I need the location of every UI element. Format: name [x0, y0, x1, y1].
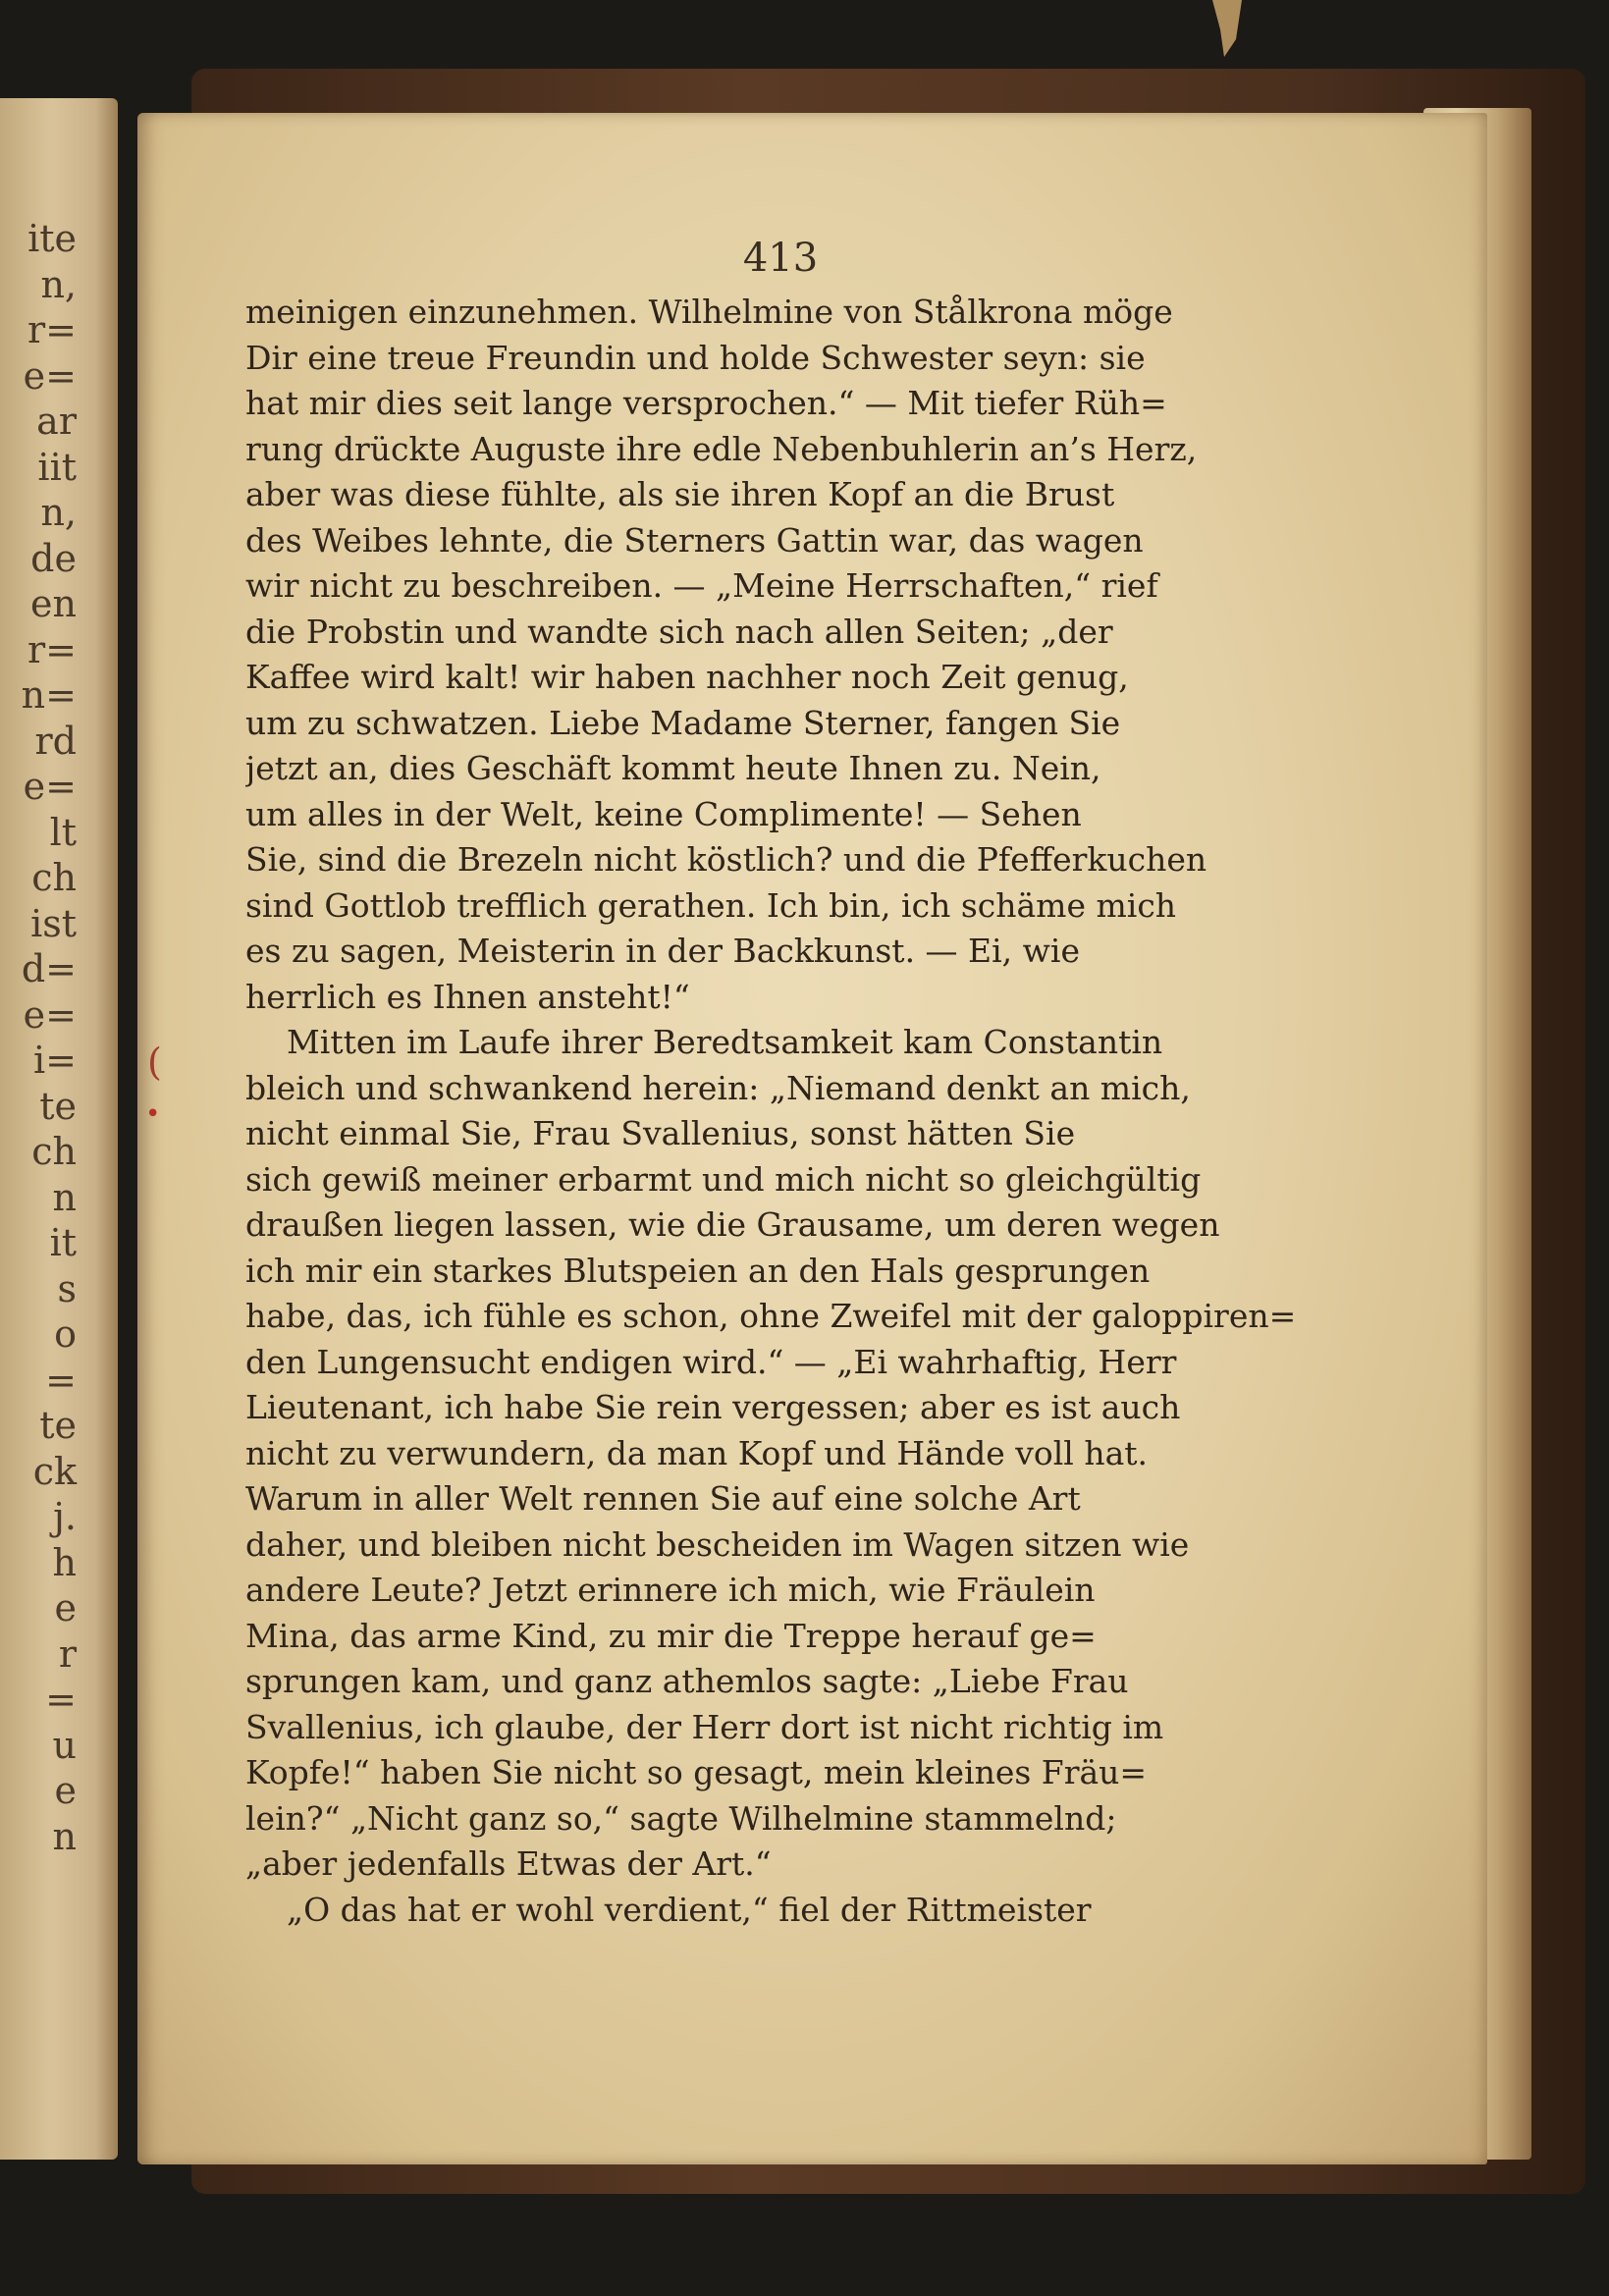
left-page-fragment: te: [39, 1404, 77, 1447]
left-page-fragment: e: [54, 1769, 77, 1812]
text-line: aber was diese fühlte, als sie ihren Kopf an die Brust: [245, 475, 1115, 513]
left-page-fragment: rd: [34, 719, 77, 763]
left-page-fragment: n: [52, 1175, 77, 1219]
left-page-fragment: d=: [21, 947, 77, 990]
text-line: sind Gottlob trefflich gerathen. Ich bin, ich schäme mich: [245, 885, 1177, 925]
left-page-fragments: [8, 216, 77, 1859]
left-page-fragment: =: [45, 1358, 77, 1402]
left-page-fragment: ch: [31, 1130, 77, 1173]
left-page-fragment: s: [57, 1266, 77, 1310]
text-line: Mina, das arme Kind, zu mir die Treppe herauf ge=: [245, 1616, 1097, 1655]
left-page-fragment: e: [54, 1586, 77, 1629]
left-page-fragment: o: [54, 1312, 77, 1356]
left-page-fragment: j.: [53, 1495, 77, 1538]
text-line: die Probstin und wandte sich nach allen Seiten; „der: [245, 612, 1113, 651]
text-line: des Weibes lehnte, die Sterners Gattin war, das wagen: [245, 520, 1144, 560]
left-page-fragment: h: [52, 1540, 77, 1584]
left-page-fragment: e=: [23, 765, 77, 808]
left-page: [0, 98, 118, 2160]
text-line: bleich und schwankend herein: „Niemand denkt an mich,: [245, 1068, 1191, 1107]
left-page-fragment: n: [52, 1814, 77, 1858]
left-page-fragment: te: [39, 1084, 77, 1128]
text-line: Warum in aller Welt rennen Sie auf eine solche Art: [245, 1479, 1081, 1518]
text-line: um alles in der Welt, keine Complimente! — Sehen: [245, 794, 1082, 833]
left-page-fragment: ch: [31, 856, 77, 899]
text-line: lein?“ „Nicht ganz so,“ sagte Wilhelmine stammelnd;: [245, 1798, 1117, 1838]
margin-bracket-mark: (: [147, 1041, 162, 1084]
text-line: hat mir dies seit lange versprochen.“ — Mit tiefer Rüh=: [245, 384, 1167, 422]
text-line: draußen liegen lassen, wie die Grausame, um deren wegen: [245, 1205, 1220, 1244]
text-line: den Lungensucht endigen wird.“ — „Ei wahrhaftig, Herr: [245, 1342, 1177, 1381]
text-line: herrlich es Ihnen ansteht!“: [245, 977, 690, 1016]
text-line: „aber jedenfalls Etwas der Art.“: [245, 1844, 772, 1883]
text-line: daher, und bleiben nicht bescheiden im Wagen sitzen wie: [245, 1524, 1190, 1564]
text-line: Sie, sind die Brezeln nicht köstlich? und die Pfefferkuchen: [245, 840, 1207, 879]
left-page-fragment: r=: [27, 627, 77, 671]
left-page-fragment: e=: [23, 992, 77, 1037]
left-page-fragment: lt: [49, 810, 77, 854]
text-line: nicht zu verwundern, da man Kopf und Hände voll hat.: [245, 1433, 1149, 1472]
text-line: wir nicht zu beschreiben. — „Meine Herrschaften,“ rief: [245, 566, 1158, 605]
left-page-fragment: ist: [30, 901, 77, 945]
text-line: meinigen einzunehmen. Wilhelmine von Stålkrona möge: [245, 293, 1173, 331]
red-margin-mark: •: [145, 1099, 161, 1129]
left-page-fragment: r=: [27, 308, 77, 351]
tape-scrap-icon: [1203, 0, 1252, 59]
text-line: jetzt an, dies Geschäft kommt heute Ihnen zu. Nein,: [245, 749, 1101, 787]
text-line: habe, das, ich fühle es schon, ohne Zweifel mit der galoppiren=: [245, 1297, 1297, 1335]
left-page-fragment: en: [30, 582, 77, 625]
page-number: 413: [742, 236, 819, 281]
text-line: Svallenius, ich glaube, der Herr dort ist nicht richtig im: [245, 1707, 1164, 1746]
left-page-fragment: =: [45, 1678, 77, 1721]
left-page-fragment: ck: [32, 1449, 77, 1493]
left-page-fragment: ar: [36, 400, 77, 443]
left-page-fragment: e=: [23, 353, 77, 398]
left-page-fragment: r: [58, 1631, 77, 1676]
text-line: ich mir ein starkes Blutspeien an den Hals gesprungen: [245, 1251, 1151, 1290]
text-line: Mitten im Laufe ihrer Beredtsamkeit kam Constantin: [287, 1023, 1163, 1061]
left-page-fragment: it: [49, 1221, 77, 1264]
left-page-fragment: i=: [33, 1039, 77, 1082]
text-line: Kaffee wird kalt! wir haben nachher noch Zeit genug,: [245, 658, 1129, 696]
text-line: Kopfe!“ haben Sie nicht so gesagt, mein kleines Fräu=: [245, 1753, 1148, 1791]
left-page-fragment: n,: [40, 491, 77, 534]
text-line: andere Leute? Jetzt erinnere ich mich, wie Fräulein: [245, 1571, 1096, 1609]
left-page-fragment: de: [30, 536, 77, 580]
left-page-fragment: iit: [37, 445, 77, 489]
text-line: Lieutenant, ich habe Sie rein vergessen; aber es ist auch: [245, 1388, 1181, 1426]
text-line: es zu sagen, Meisterin in der Backkunst. — Ei, wie: [245, 932, 1080, 970]
text-line: um zu schwatzen. Liebe Madame Sterner, fangen Sie: [245, 703, 1121, 742]
left-page-fragment: u: [52, 1723, 77, 1767]
left-page-fragment: n,: [40, 262, 77, 306]
text-line: Dir eine treue Freundin und holde Schwester seyn: sie: [245, 338, 1146, 377]
text-line: rung drückte Auguste ihre edle Nebenbuhlerin an’s Herz,: [245, 429, 1198, 468]
text-line: nicht einmal Sie, Frau Svallenius, sonst hätten Sie: [245, 1114, 1076, 1152]
text-line: sich gewiß meiner erbarmt und mich nicht so gleichgültig: [245, 1159, 1202, 1199]
text-line: sprungen kam, und ganz athemlos sagte: „Liebe Frau: [245, 1662, 1129, 1700]
left-page-fragment: ite: [27, 217, 77, 260]
text-line: „O das hat er wohl verdient,“ fiel der Rittmeister: [287, 1890, 1092, 1929]
body-text: [245, 290, 1311, 1933]
left-page-fragment: n=: [21, 673, 77, 717]
